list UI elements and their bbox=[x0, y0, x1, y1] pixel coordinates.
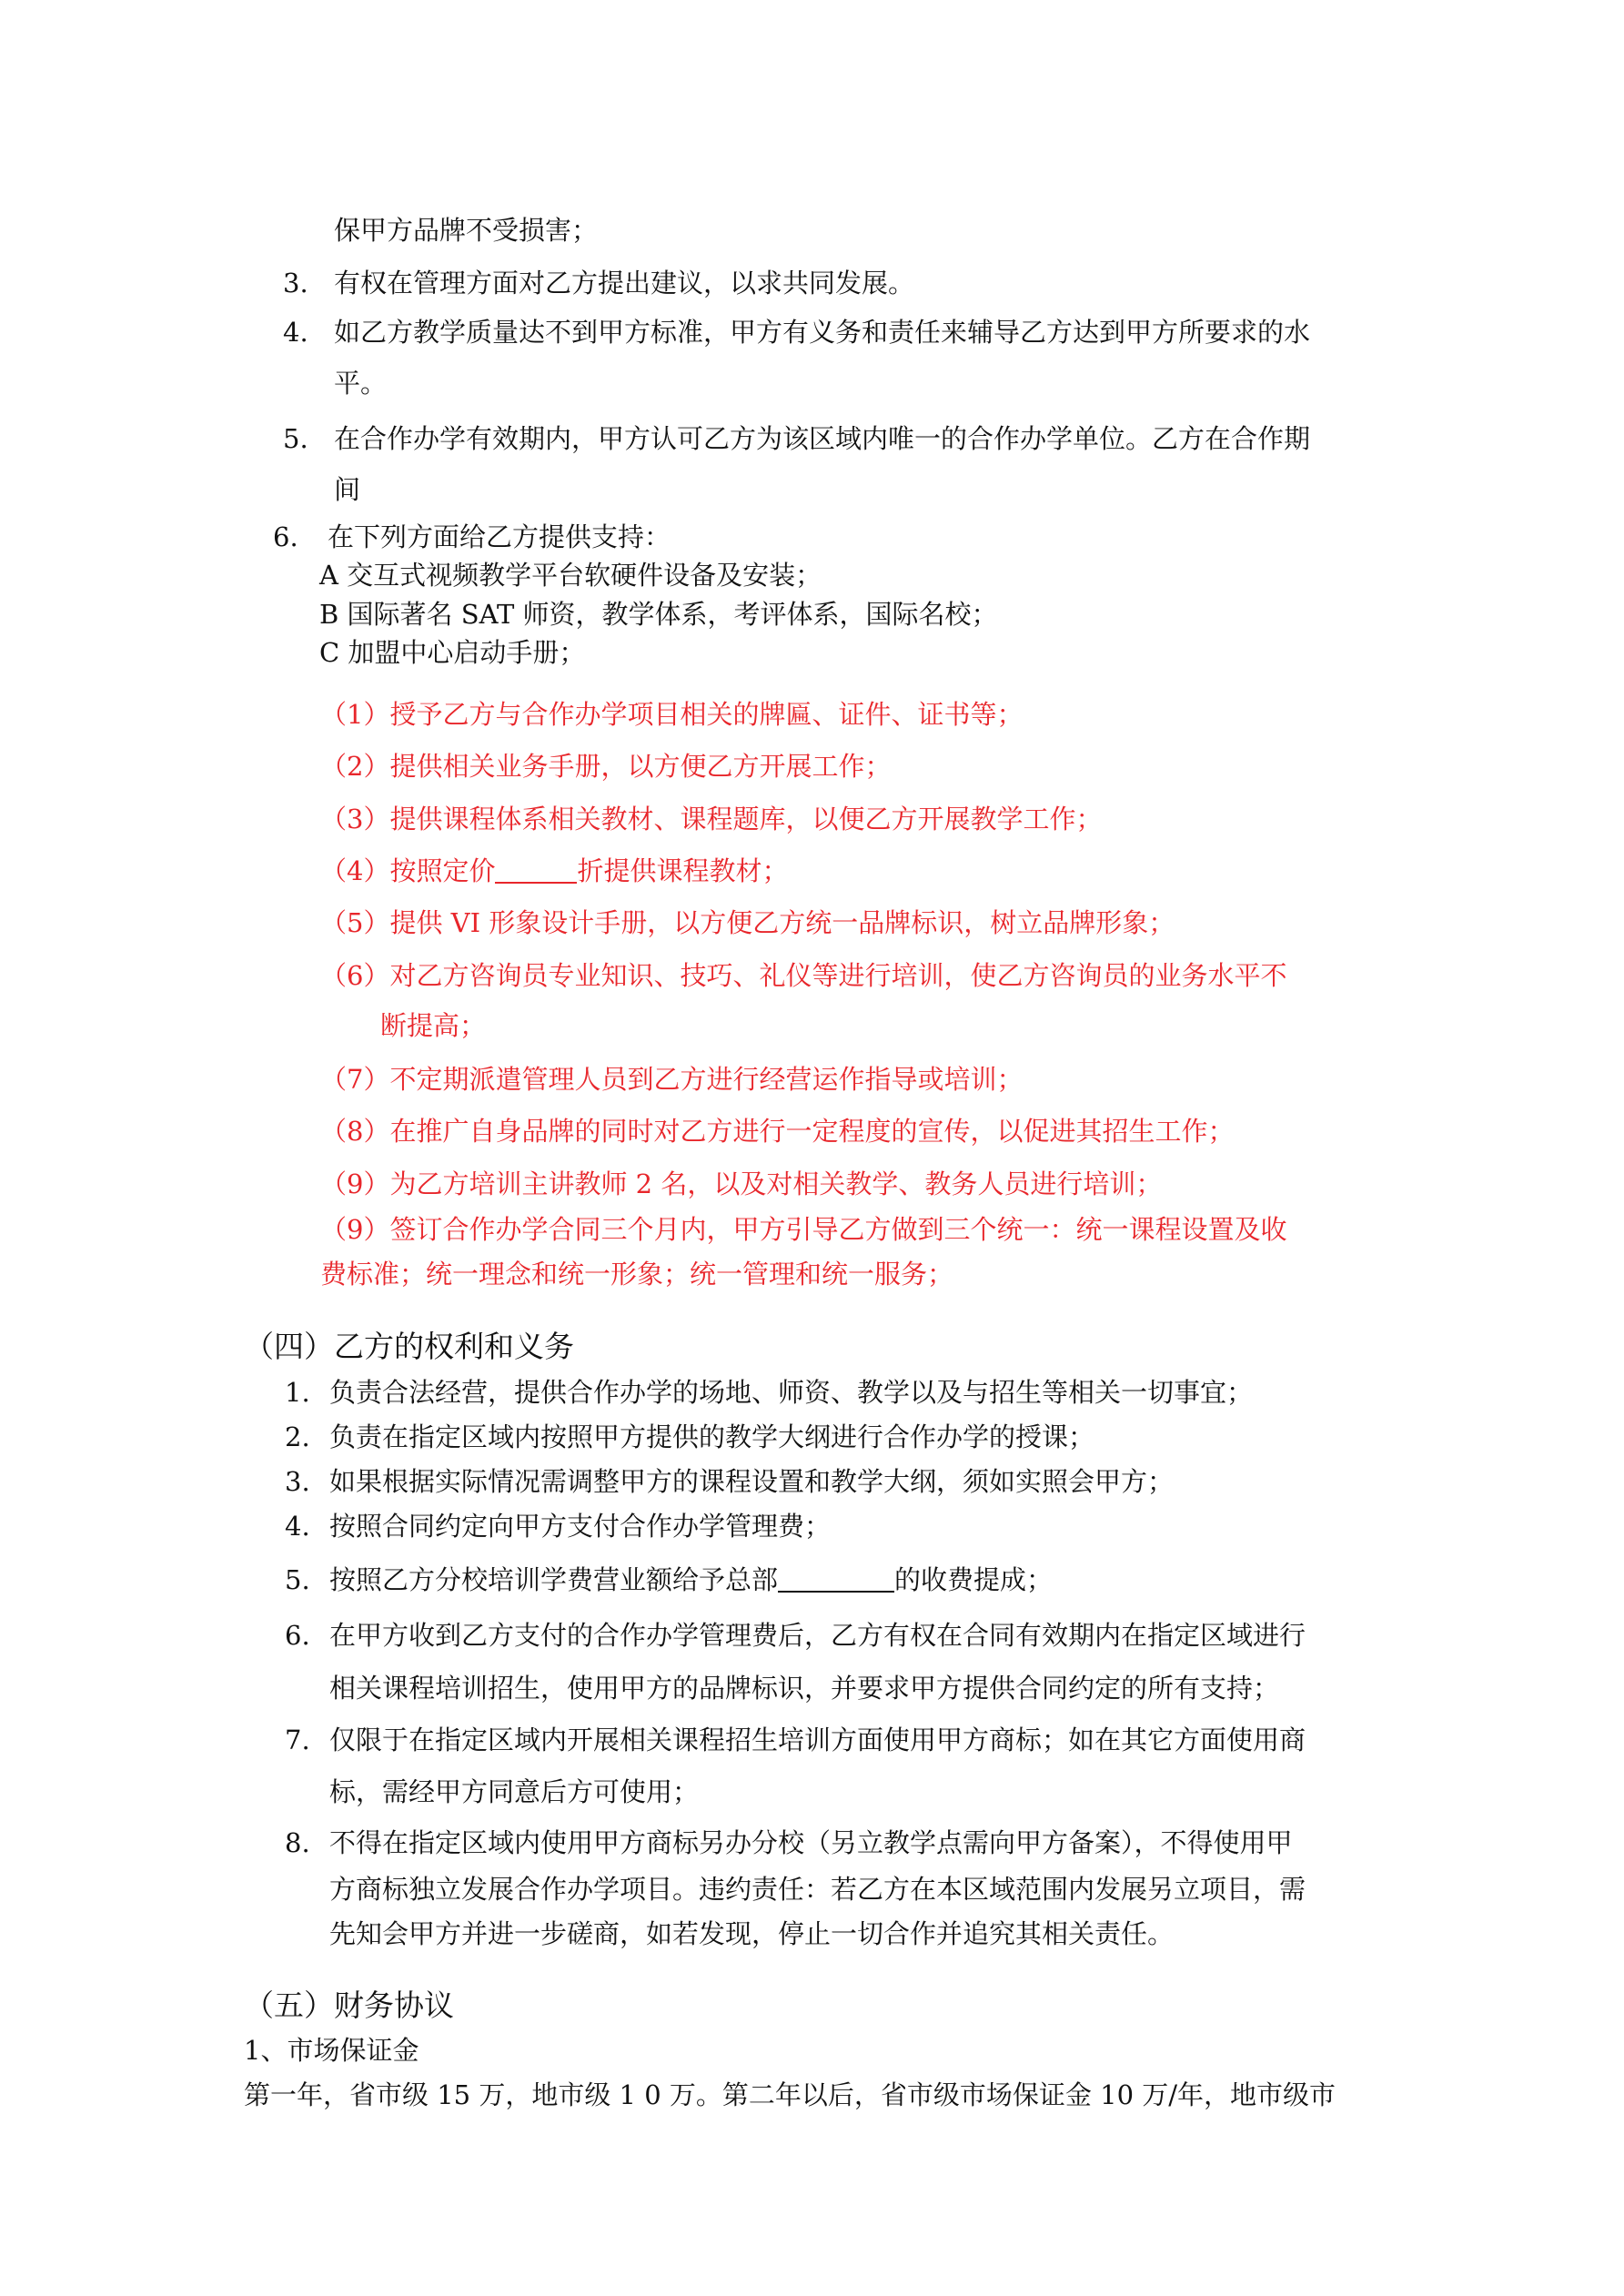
item-number: 3. bbox=[283, 268, 308, 298]
item-number: 8. bbox=[285, 1827, 310, 1858]
discount-blank bbox=[495, 855, 577, 884]
item-number: 4. bbox=[283, 317, 308, 348]
support-red-item: （6）对乙方咨询员专业知识、技巧、礼仪等进行培训，使乙方咨询员的业务水平不 bbox=[320, 960, 1287, 991]
support-red-item: （1）授予乙方与合作办学项目相关的牌匾、证件、证书等； bbox=[320, 699, 1024, 730]
item-text: 如果根据实际情况需调整甲方的课程设置和教学大纲，须如实照会甲方； bbox=[329, 1466, 1175, 1497]
support-red-item-cont: 费标准；统一理念和统一形象；统一管理和统一服务； bbox=[320, 1259, 954, 1290]
item2-tail: 保甲方品牌不受损害； bbox=[334, 215, 599, 246]
item-text-before: 按照乙方分校培训学费营业额给予总部 bbox=[329, 1564, 779, 1595]
support-red-item: （9）签订合作办学合同三个月内，甲方引导乙方做到三个统一：统一课程设置及收 bbox=[320, 1214, 1287, 1245]
support-red-item: （8）在推广自身品牌的同时对乙方进行一定程度的宣传，以促进其招生工作； bbox=[320, 1116, 1235, 1147]
item-number: 6. bbox=[273, 521, 298, 552]
item-number: 5. bbox=[283, 423, 308, 454]
item-number: 2. bbox=[285, 1421, 310, 1452]
item-text: 平。 bbox=[334, 368, 388, 399]
section-heading: （五）财务协议 bbox=[244, 1988, 454, 2023]
item-text: 在下列方面给乙方提供支持： bbox=[328, 521, 671, 552]
commission-blank bbox=[778, 1563, 894, 1593]
item-text bbox=[329, 1562, 1053, 1598]
support-red-item: （2）提供相关业务手册，以方便乙方开展工作； bbox=[320, 751, 892, 782]
paragraph: 第一年，省市级 15 万，地市级 1 0 万。第二年以后，省市级市场保证金 10 万/年，地市级市 bbox=[244, 2079, 1337, 2110]
support-red-item-before: （4）按照定价 bbox=[320, 855, 496, 886]
item-number: 5. bbox=[285, 1564, 310, 1595]
item-number: 3. bbox=[285, 1466, 310, 1497]
item-text: 负责在指定区域内按照甲方提供的教学大纲进行合作办学的授课； bbox=[329, 1421, 1095, 1452]
support-letter-item: A 交互式视频教学平台软硬件设备及安装； bbox=[319, 560, 822, 591]
item-number: 1. bbox=[285, 1377, 310, 1408]
sub-heading: 1、市场保证金 bbox=[244, 2035, 419, 2066]
item-text: 如乙方教学质量达不到甲方标准，甲方有义务和责任来辅导乙方达到甲方所要求的水 bbox=[334, 317, 1311, 348]
item-text: 先知会甲方并进一步磋商，如若发现，停止一切合作并追究其相关责任。 bbox=[329, 1918, 1175, 1949]
item-number: 7. bbox=[285, 1725, 310, 1755]
section-heading: （四）乙方的权利和义务 bbox=[244, 1329, 574, 1364]
item-text-after: 的收费提成； bbox=[894, 1564, 1054, 1595]
item-number: 6. bbox=[285, 1620, 310, 1651]
item-text: 相关课程培训招生，使用甲方的品牌标识，并要求甲方提供合同约定的所有支持； bbox=[329, 1673, 1280, 1704]
item-text: 方商标独立发展合作办学项目。违约责任：若乙方在本区域范围内发展另立项目，需 bbox=[329, 1874, 1306, 1905]
support-red-item-cont: 断提高； bbox=[380, 1010, 487, 1041]
item-text: 负责合法经营，提供合作办学的场地、师资、教学以及与招生等相关一切事宜； bbox=[329, 1377, 1254, 1408]
item-text: 在合作办学有效期内，甲方认可乙方为该区域内唯一的合作办学单位。乙方在合作期 bbox=[334, 423, 1311, 454]
item-text: 不得在指定区域内使用甲方商标另办分校（另立教学点需向甲方备案），不得使用甲 bbox=[329, 1827, 1293, 1858]
support-red-item-after: 折提供课程教材； bbox=[577, 855, 789, 886]
item-number: 4. bbox=[285, 1511, 310, 1542]
support-letter-item: B 国际著名 SAT 师资，教学体系，考评体系，国际名校； bbox=[319, 599, 998, 630]
item-text: 标，需经甲方同意后方可使用； bbox=[329, 1776, 700, 1807]
support-red-item: （3）提供课程体系相关教材、课程题库，以便乙方开展教学工作； bbox=[320, 804, 1103, 834]
item-text: 有权在管理方面对乙方提出建议，以求共同发展。 bbox=[334, 268, 915, 298]
support-red-item: （7）不定期派遣管理人员到乙方进行经营运作指导或培训； bbox=[320, 1064, 1024, 1095]
item-text: 间 bbox=[334, 474, 361, 505]
support-red-item: （5）提供 VI 形象设计手册，以方便乙方统一品牌标识，树立品牌形象； bbox=[320, 907, 1175, 938]
support-letter-item: C 加盟中心启动手册； bbox=[319, 637, 586, 668]
support-red-item: （9）为乙方培训主讲教师 2 名，以及对相关教学、教务人员进行培训； bbox=[320, 1168, 1163, 1199]
item-text: 在甲方收到乙方支付的合作办学管理费后，乙方有权在合同有效期内在指定区域进行 bbox=[329, 1620, 1306, 1651]
item-text: 按照合同约定向甲方支付合作办学管理费； bbox=[329, 1511, 832, 1542]
item-text: 仅限于在指定区域内开展相关课程招生培训方面使用甲方商标；如在其它方面使用商 bbox=[329, 1725, 1306, 1755]
support-red-item bbox=[320, 853, 788, 889]
